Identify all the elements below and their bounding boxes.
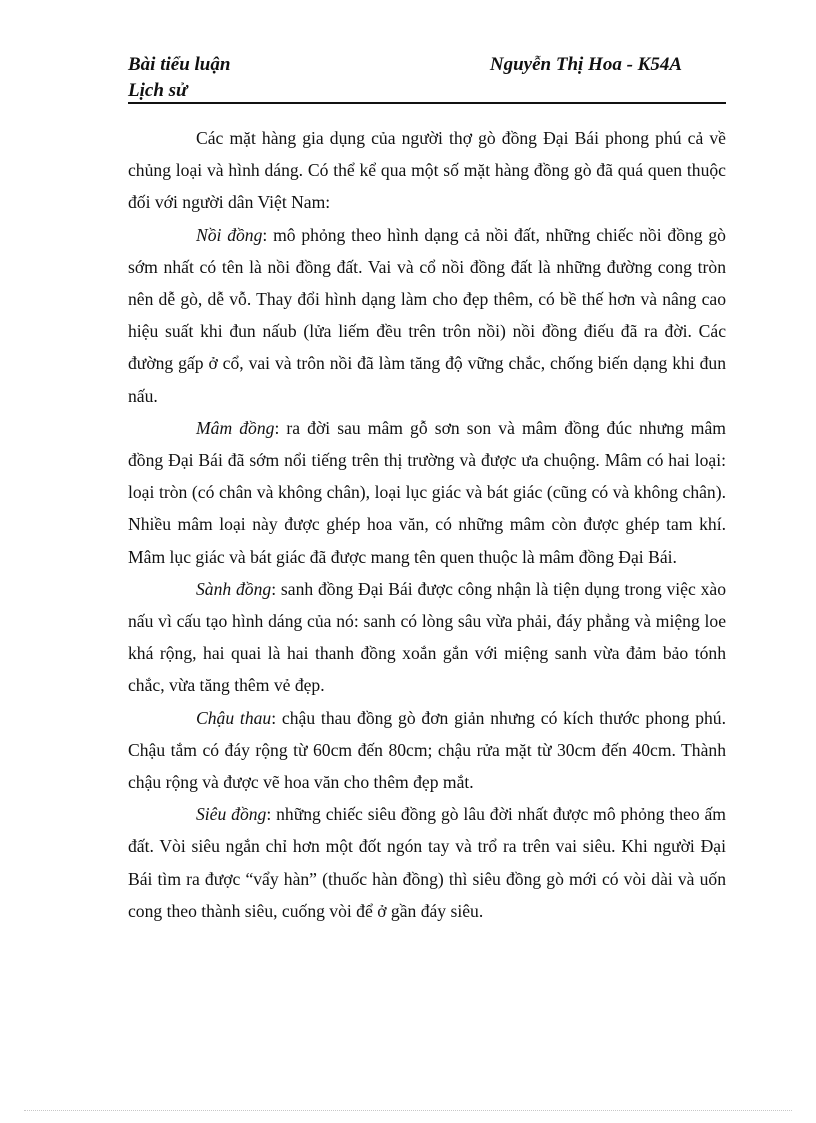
paragraph-text: : chậu thau đồng gò đơn giản nhưng có kích thước phong phú. Chậu tắm có đáy rộng từ 60cm đến 80cm; chậu rửa mặt từ 30cm đến 40cm. Thành chậu rộng và được vẽ hoa văn cho thêm đẹp mắt.	[128, 707, 726, 793]
header-author: Nguyễn Thị Hoa - K54A	[489, 54, 682, 75]
paragraph-sanh-dong	[128, 573, 726, 702]
header-subject: Lịch sử	[128, 80, 188, 101]
paragraph-term: Siêu đồng	[196, 804, 267, 825]
paragraph-chau-thau	[128, 702, 726, 799]
header-doc-type: Bài tiểu luận	[128, 54, 231, 75]
paragraph-term: Mâm đồng	[196, 417, 275, 438]
page-bottom-border	[24, 1110, 792, 1111]
paragraph-text: : mô phỏng theo hình dạng cả nồi đất, những chiếc nồi đồng gò sớm nhất có tên là nồi đồng đất. Vai và cổ nồi đồng đất là những đường cong tròn nên dễ gò, dễ vỗ. Thay đổi hình dạng làm cho đẹp thêm, có bề thế hơn và nâng cao hiệu suất khi đun nấub (lửa liếm đều trên trôn nồi) nồi đồng điếu đã ra đời. Các đường gấp ở cổ, vai và trôn nồi đã làm tăng độ vững chắc, chống biến dạng khi đun nấu.	[128, 224, 726, 406]
page-header	[128, 52, 726, 104]
paragraph-text: : ra đời sau mâm gỗ sơn son và mâm đồng đúc nhưng mâm đồng Đại Bái đã sớm nổi tiếng trên thị trường và được ưa chuộng. Mâm có hai loại: loại tròn (có chân và không chân), loại lục giác và bát giác (cũng có và không chân). Nhiều mâm loại này được ghép hoa văn, có những mâm còn được ghép tam khí. Mâm lục giác và bát giác đã được mang tên quen thuộc là mâm đồng Đại Bái.	[128, 417, 726, 567]
paragraph-text: : sanh đồng Đại Bái được công nhận là tiện dụng trong việc xào nấu vì cấu tạo hình dáng của nó: sanh có lòng sâu vừa phải, đáy phẳng và miệng loe khá rộng, hai quai là hai thanh đồng xoắn gắn với miệng sanh vừa đảm bảo tónh chắc, vừa tăng thêm vẻ đẹp.	[128, 578, 726, 696]
paragraph-noi-dong	[128, 219, 726, 412]
document-body	[128, 122, 726, 927]
paragraph-term: Nồi đồng	[196, 224, 263, 245]
paragraph-term: Sành đồng	[196, 578, 272, 599]
paragraph-term: Chậu thau	[196, 707, 272, 728]
paragraph-mam-dong	[128, 412, 726, 573]
paragraph-text: Các mặt hàng gia dụng của người thợ gò đồng Đại Bái phong phú cả về chủng loại và hình dáng. Có thể kể qua một số mặt hàng đồng gò đã quá quen thuộc đối với người dân Việt Nam:	[128, 128, 726, 213]
paragraph-intro	[128, 122, 726, 219]
paragraph-text: : những chiếc siêu đồng gò lâu đời nhất được mô phỏng theo ấm đất. Vòi siêu ngắn chỉ hơn một đốt ngón tay và trổ ra trên vai siêu. Khi người Đại Bái tìm ra được “vẩy hàn” (thuốc hàn đồng) thì siêu đồng gò mới có vòi dài và uốn cong theo thành siêu, cuống vòi để ở gần đáy siêu.	[128, 804, 726, 921]
paragraph-sieu-dong	[128, 798, 726, 927]
header-divider	[128, 102, 726, 104]
